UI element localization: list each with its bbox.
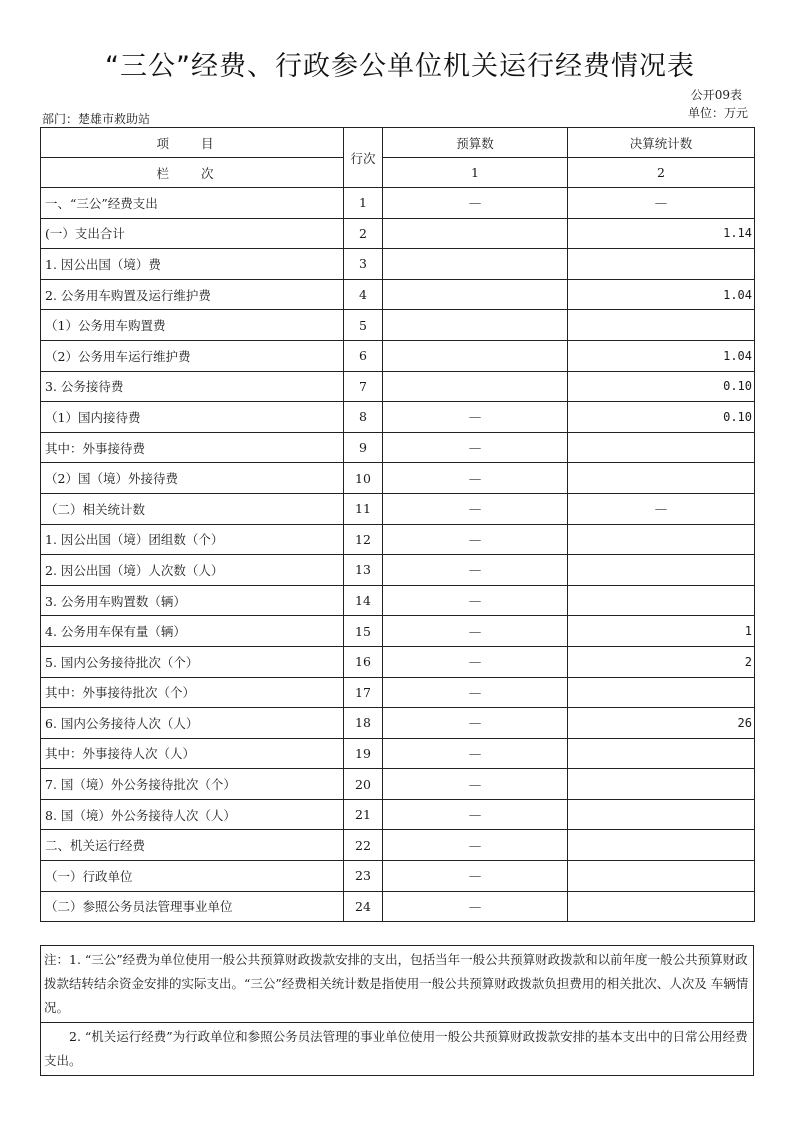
row-actual [568, 249, 755, 280]
table-row [41, 799, 755, 830]
row-actual: 1.04 [568, 279, 755, 310]
table-row [41, 585, 755, 616]
row-budget: — [383, 891, 568, 922]
row-label: （1）公务用车购置费 [41, 310, 344, 341]
row-seq: 19 [344, 738, 383, 769]
row-budget: — [383, 677, 568, 708]
header-seq: 行次 [344, 128, 383, 188]
row-budget: — [383, 616, 568, 647]
row-seq: 3 [344, 249, 383, 280]
row-actual [568, 799, 755, 830]
row-label: 5. 国内公务接待批次（个） [41, 646, 344, 677]
row-label: 二、机关运行经费 [41, 830, 344, 861]
row-seq: 4 [344, 279, 383, 310]
row-seq: 8 [344, 402, 383, 433]
table-row [41, 677, 755, 708]
row-budget: — [383, 432, 568, 463]
row-seq: 11 [344, 493, 383, 524]
row-label: （1）国内接待费 [41, 402, 344, 433]
header-budget: 预算数 [383, 128, 568, 158]
row-actual: 1.04 [568, 340, 755, 371]
row-label: 一、“三公”经费支出 [41, 188, 344, 219]
table-row [41, 524, 755, 555]
note-2: 2. “机关运行经费”为行政单位和参照公务员法管理的事业单位使用一般公共预算财政拨款安排的基本支出中的日常公用经费支出。 [41, 1023, 754, 1076]
table-row [41, 249, 755, 280]
table-row [41, 279, 755, 310]
row-label: 1. 因公出国（境）费 [41, 249, 344, 280]
table-row [41, 340, 755, 371]
row-label: 3. 公务接待费 [41, 371, 344, 402]
row-budget: — [383, 830, 568, 861]
row-budget: — [383, 769, 568, 800]
table-row [41, 646, 755, 677]
row-budget: — [383, 861, 568, 892]
row-label: 其中：外事接待人次（人） [41, 738, 344, 769]
row-budget: — [383, 402, 568, 433]
row-budget: — [383, 493, 568, 524]
row-actual [568, 891, 755, 922]
row-actual: 1.14 [568, 218, 755, 249]
row-label: 其中：外事接待费 [41, 432, 344, 463]
table-row [41, 708, 755, 739]
row-actual: 0.10 [568, 402, 755, 433]
row-actual: — [568, 188, 755, 219]
table-row [41, 830, 755, 861]
row-actual [568, 861, 755, 892]
row-actual [568, 738, 755, 769]
row-budget [383, 340, 568, 371]
table-row [41, 463, 755, 494]
row-seq: 18 [344, 708, 383, 739]
row-seq: 16 [344, 646, 383, 677]
row-seq: 14 [344, 585, 383, 616]
table-header-row [41, 128, 755, 158]
row-budget [383, 279, 568, 310]
row-label: 8. 国（境）外公务接待人次（人） [41, 799, 344, 830]
row-label: (一）支出合计 [41, 218, 344, 249]
row-seq: 6 [344, 340, 383, 371]
row-budget: — [383, 555, 568, 586]
row-actual: 1 [568, 616, 755, 647]
row-actual [568, 463, 755, 494]
row-seq: 22 [344, 830, 383, 861]
table-row [41, 402, 755, 433]
row-budget: — [383, 585, 568, 616]
row-label: 4. 公务用车保有量（辆） [41, 616, 344, 647]
row-budget: — [383, 188, 568, 219]
table-row [41, 432, 755, 463]
row-actual [568, 310, 755, 341]
row-label: （2）国（境）外接待费 [41, 463, 344, 494]
row-label: 3. 公务用车购置数（辆） [41, 585, 344, 616]
row-seq: 24 [344, 891, 383, 922]
department-label: 部门：楚雄市救助站 [42, 112, 151, 126]
table-row [41, 218, 755, 249]
row-label: 6. 国内公务接待人次（人） [41, 708, 344, 739]
row-budget [383, 371, 568, 402]
notes-table [40, 945, 754, 1076]
row-label: （2）公务用车运行维护费 [41, 340, 344, 371]
row-budget: — [383, 708, 568, 739]
row-actual: 2 [568, 646, 755, 677]
header-actual: 决算统计数 [568, 128, 755, 158]
table-row [41, 616, 755, 647]
row-actual [568, 585, 755, 616]
row-seq: 5 [344, 310, 383, 341]
row-actual [568, 555, 755, 586]
note-1: 注：1. “三公”经费为单位使用一般公共预算财政拨款安排的支出，包括当年一般公共预算财政拨款和以前年度一般公共预算财政拨款结转结余资金安排的实际支出。“三公”经费相关统计数是指使用一般公共预算财政拨款负担费用的相关批次、人次及 车辆情况。 [41, 946, 754, 1023]
row-label: （一）行政单位 [41, 861, 344, 892]
header-item: 项 目 [41, 128, 344, 158]
unit-label: 单位：万元 [687, 106, 748, 120]
row-actual [568, 524, 755, 555]
page-title: “三公”经费、行政参公单位机关运行经费情况表 [105, 51, 695, 82]
row-seq: 15 [344, 616, 383, 647]
row-seq: 7 [344, 371, 383, 402]
row-seq: 9 [344, 432, 383, 463]
row-seq: 23 [344, 861, 383, 892]
row-actual [568, 432, 755, 463]
row-seq: 1 [344, 188, 383, 219]
header-actual-col-no: 2 [568, 158, 755, 188]
header-column: 栏 次 [41, 158, 344, 188]
row-seq: 10 [344, 463, 383, 494]
table-header-row [41, 158, 755, 188]
row-budget: — [383, 646, 568, 677]
row-seq: 21 [344, 799, 383, 830]
row-actual [568, 677, 755, 708]
table-row [41, 891, 755, 922]
row-label: 7. 国（境）外公务接待批次（个） [41, 769, 344, 800]
table-row [41, 188, 755, 219]
table-row [41, 310, 755, 341]
row-label: 1. 因公出国（境）团组数（个） [41, 524, 344, 555]
row-actual [568, 830, 755, 861]
expense-table [40, 127, 755, 922]
row-budget [383, 310, 568, 341]
header-budget-col-no: 1 [383, 158, 568, 188]
row-label: 2. 公务用车购置及运行维护费 [41, 279, 344, 310]
table-row [41, 493, 755, 524]
row-budget [383, 218, 568, 249]
row-label: 2. 因公出国（境）人次数（人） [41, 555, 344, 586]
row-label: 其中：外事接待批次（个） [41, 677, 344, 708]
row-budget: — [383, 738, 568, 769]
table-row [41, 555, 755, 586]
row-label: （二）参照公务员法管理事业单位 [41, 891, 344, 922]
row-budget: — [383, 799, 568, 830]
row-seq: 13 [344, 555, 383, 586]
form-code: 公开09表 [690, 88, 742, 102]
table-row [41, 738, 755, 769]
row-budget: — [383, 524, 568, 555]
row-label: （二）相关统计数 [41, 493, 344, 524]
row-actual [568, 769, 755, 800]
row-budget [383, 249, 568, 280]
table-row [41, 861, 755, 892]
row-budget: — [383, 463, 568, 494]
row-actual: — [568, 493, 755, 524]
row-actual: 26 [568, 708, 755, 739]
table-row [41, 769, 755, 800]
row-actual: 0.10 [568, 371, 755, 402]
row-seq: 20 [344, 769, 383, 800]
row-seq: 17 [344, 677, 383, 708]
row-seq: 12 [344, 524, 383, 555]
row-seq: 2 [344, 218, 383, 249]
table-row [41, 371, 755, 402]
